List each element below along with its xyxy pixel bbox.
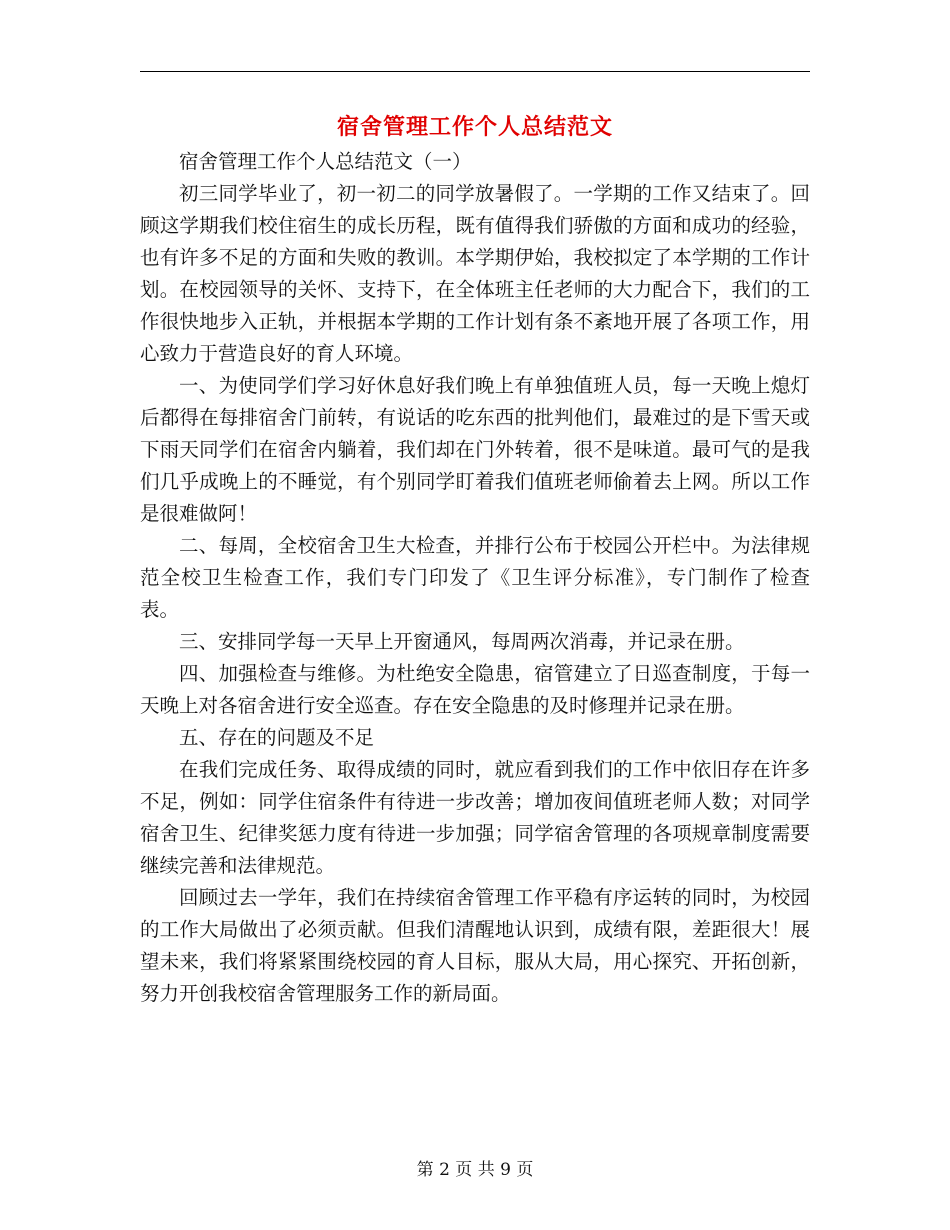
- paragraph-point-1: 一、为使同学们学习好休息好我们晚上有单独值班人员，每一天晚上熄灯后都得在每排宿舍门前转，有说话的吃东西的批判他们，最难过的是下雪天或下雨天同学们在宿舍内躺着，我们却在门外转着，很不是味道。最可气的是我们几乎成晚上的不睡觉，有个别同学盯着我们值班老师偷着去上网。所以工作是很难做阿！: [140, 374, 810, 525]
- document-body: [140, 146, 810, 1010]
- paragraph-intro: 初三同学毕业了，初一初二的同学放暑假了。一学期的工作又结束了。回顾这学期我们校住宿生的成长历程，既有值得我们骄傲的方面和成功的经验，也有许多不足的方面和失败的教训。本学期伊始，我校拟定了本学期的工作计划。在校园领导的关怀、支持下，在全体班主任老师的大力配合下，我们的工作很快地步入正轨，并根据本学期的工作计划有条不紊地开展了各项工作，用心致力于营造良好的育人环境。: [140, 182, 810, 365]
- document-title: 宿舍管理工作个人总结范文: [336, 114, 613, 140]
- paragraph-point-2: 二、每周，全校宿舍卫生大检查，并排行公布于校园公开栏中。为法律规范全校卫生检查工作，我们专门印发了《卫生评分标准》，专门制作了检查表。: [140, 534, 810, 621]
- paragraph-point-3: 三、安排同学每一天早上开窗通风，每周两次消毒，并记录在册。: [179, 630, 745, 653]
- header-rule: [140, 71, 810, 72]
- paragraph-subtitle: 宿舍管理工作个人总结范文（一）: [179, 150, 472, 173]
- paragraph-problems: 在我们完成任务、取得成绩的同时，就应看到我们的工作中依旧存在许多不足，例如：同学住宿条件有待进一步改善；增加夜间值班老师人数；对同学宿舍卫生、纪律奖惩力度有待进一步加强；同学宿舍管理的各项规章制度需要继续完善和法律规范。: [140, 758, 810, 877]
- paragraph-conclusion: 回顾过去一学年，我们在持续宿舍管理工作平稳有序运转的同时，为校园的工作大局做出了必须贡献。但我们清醒地认识到，成绩有限，差距很大！展望未来，我们将紧紧围绕校园的育人目标，服从大局，用心探究、开拓创新，努力开创我校宿舍管理服务工作的新局面。: [140, 886, 810, 1005]
- paragraph-point-4: 四、加强检查与维修。为杜绝安全隐患，宿管建立了日巡查制度，于每一天晚上对各宿舍进行安全巡查。存在安全隐患的及时修理并记录在册。: [140, 662, 810, 717]
- page-number: 第 2 页 共 9 页: [416, 1160, 534, 1180]
- paragraph-point-5-heading: 五、存在的问题及不足: [179, 726, 375, 749]
